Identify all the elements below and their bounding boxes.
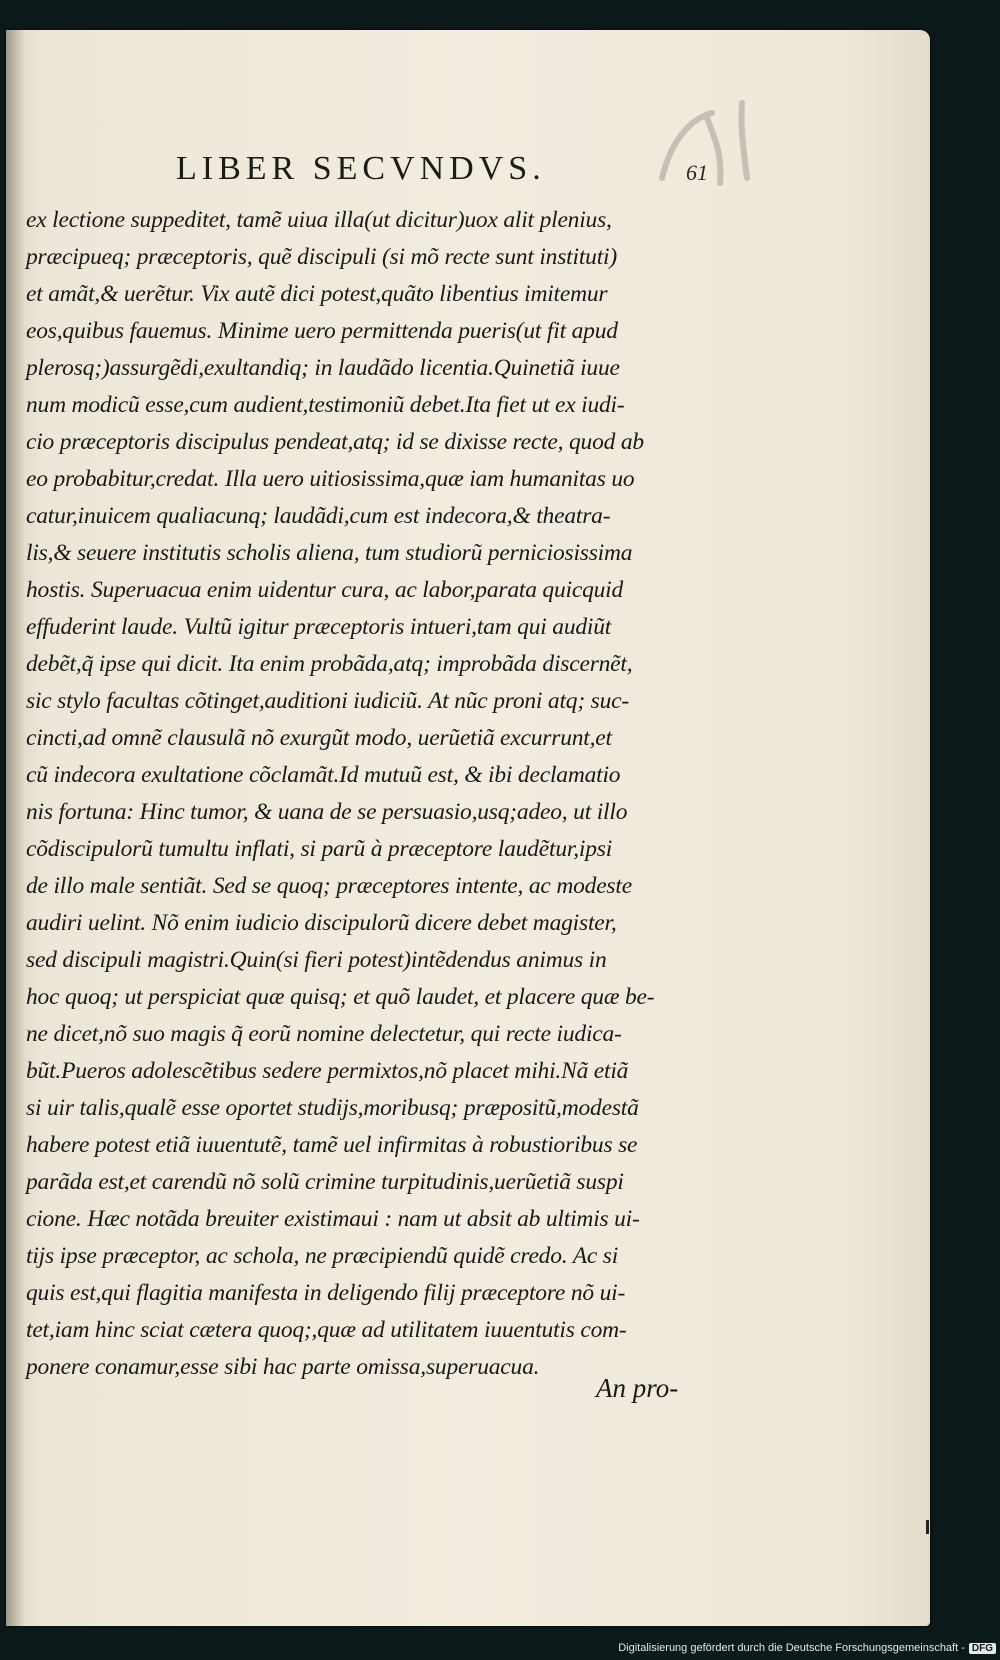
page-gutter-shadow <box>6 30 24 1626</box>
text-line: debẽt,q̃ ipse qui dicit. Ita enim probãda,atq; improbãda discernẽt, <box>26 651 633 677</box>
running-head: LIBER SECVNDVS. <box>176 150 546 187</box>
text-line: hostis. Superuacua enim uidentur cura, ac labor,parata quicquid <box>26 577 624 603</box>
catchword: An pro- <box>596 1373 679 1403</box>
text-line: ne dicet,nõ suo magis q̃ eorũ nomine delectetur, qui recte iudica- <box>26 1021 622 1047</box>
text-line: eos,quibus fauemus. Minime uero permittenda pueris(ut fit apud <box>26 318 618 344</box>
text-line: effuderint laude. Vultũ igitur præceptoris intueri,tam qui audiũt <box>26 614 612 640</box>
text-line: bũt.Pueros adolescẽtibus sedere permixtos,nõ placet mihi.Nã etiã <box>26 1058 629 1084</box>
page-header <box>6 150 930 190</box>
text-line: plerosq;)assurgẽdi,exultandiq; in laudãdo licentia.Quinetiã iuue <box>26 355 620 381</box>
text-line: hoc quoq; ut perspiciat quæ quisq; et quõ laudet, et placere quæ be- <box>26 984 655 1010</box>
text-line: cione. Hæc notãda breuiter existimaui : nam ut absit ab ultimis ui- <box>26 1206 640 1232</box>
text-line: cio præceptoris discipulus pendeat,atq; id se dixisse recte, quod ab <box>26 429 644 455</box>
folio-number: 61 <box>686 160 708 185</box>
text-line: de illo male sentiãt. Sed se quoq; præceptores intente, ac modeste <box>26 873 632 899</box>
text-line: parãda est,et carendũ nõ solũ crimine turpitudinis,uerũetiã suspi <box>26 1169 624 1195</box>
text-line: sic stylo facultas cõtinget,auditioni iudiciũ. At nũc proni atq; suc- <box>26 688 630 714</box>
digitization-footer <box>618 1642 996 1654</box>
book-page <box>6 30 930 1626</box>
text-line: lis,& seuere institutis scholis aliena, tum studiorũ perniciosissima <box>26 540 633 566</box>
text-line: ex lectione suppeditet, tamẽ uiua illa(ut dicitur)uox alit plenius, <box>26 207 612 233</box>
text-line: cõdiscipulorũ tumultu inflati, si parũ à præceptore laudẽtur,ipsi <box>26 836 613 862</box>
body-text <box>26 202 716 1386</box>
page-edge-mark <box>926 1520 929 1534</box>
text-line: tet,iam hinc sciat cætera quoq;,quæ ad utilitatem iuuentutis com- <box>26 1317 627 1343</box>
text-line: nis fortuna: Hinc tumor, & uana de se persuasio,usq;adeo, ut illo <box>26 799 628 825</box>
text-line: cũ indecora exultatione cõclamãt.Id mutuũ est, & ibi declamatio <box>26 762 621 788</box>
text-line: si uir talis,qualẽ esse oportet studijs,moribusq; præpositũ,modestã <box>26 1095 639 1121</box>
text-line: habere potest etiã iuuentutẽ, tamẽ uel infirmitas à robustioribus se <box>26 1132 638 1158</box>
text-line: catur,inuicem qualiacunq; laudãdi,cum est indecora,& theatra- <box>26 503 611 529</box>
text-line: audiri uelint. Nõ enim iudicio discipulorũ dicere debet magister, <box>26 910 617 936</box>
funding-credit: Digitalisierung gefördert durch die Deutsche Forschungsgemeinschaft - <box>618 1642 965 1654</box>
text-line: sed discipuli magistri.Quin(si fieri potest)intẽdendus animus in <box>26 947 607 973</box>
text-line: cincti,ad omnẽ clausulã nõ exurgũt modo, uerũetiã excurrunt,et <box>26 725 612 751</box>
text-line: et amãt,& uerẽtur. Vix autẽ dici potest,quãto libentius imitemur <box>26 281 608 307</box>
text-line: quis est,qui flagitia manifesta in deligendo filij præceptore nõ ui- <box>26 1280 626 1306</box>
text-line: num modicũ esse,cum audient,testimoniũ debet.Ita fiet ut ex iudi- <box>26 392 625 418</box>
dfg-logo: DFG <box>969 1643 996 1654</box>
text-line: præcipueq; præceptoris, quẽ discipuli (si mõ recte sunt instituti) <box>26 244 617 270</box>
text-line: eo probabitur,credat. Illa uero uitiosissima,quæ iam humanitas uo <box>26 466 635 492</box>
text-line: ponere conamur,esse sibi hac parte omissa,superuacua. <box>26 1354 540 1380</box>
text-line: tijs ipse præceptor, ac schola, ne præcipiendũ quidẽ credo. Ac si <box>26 1243 619 1269</box>
